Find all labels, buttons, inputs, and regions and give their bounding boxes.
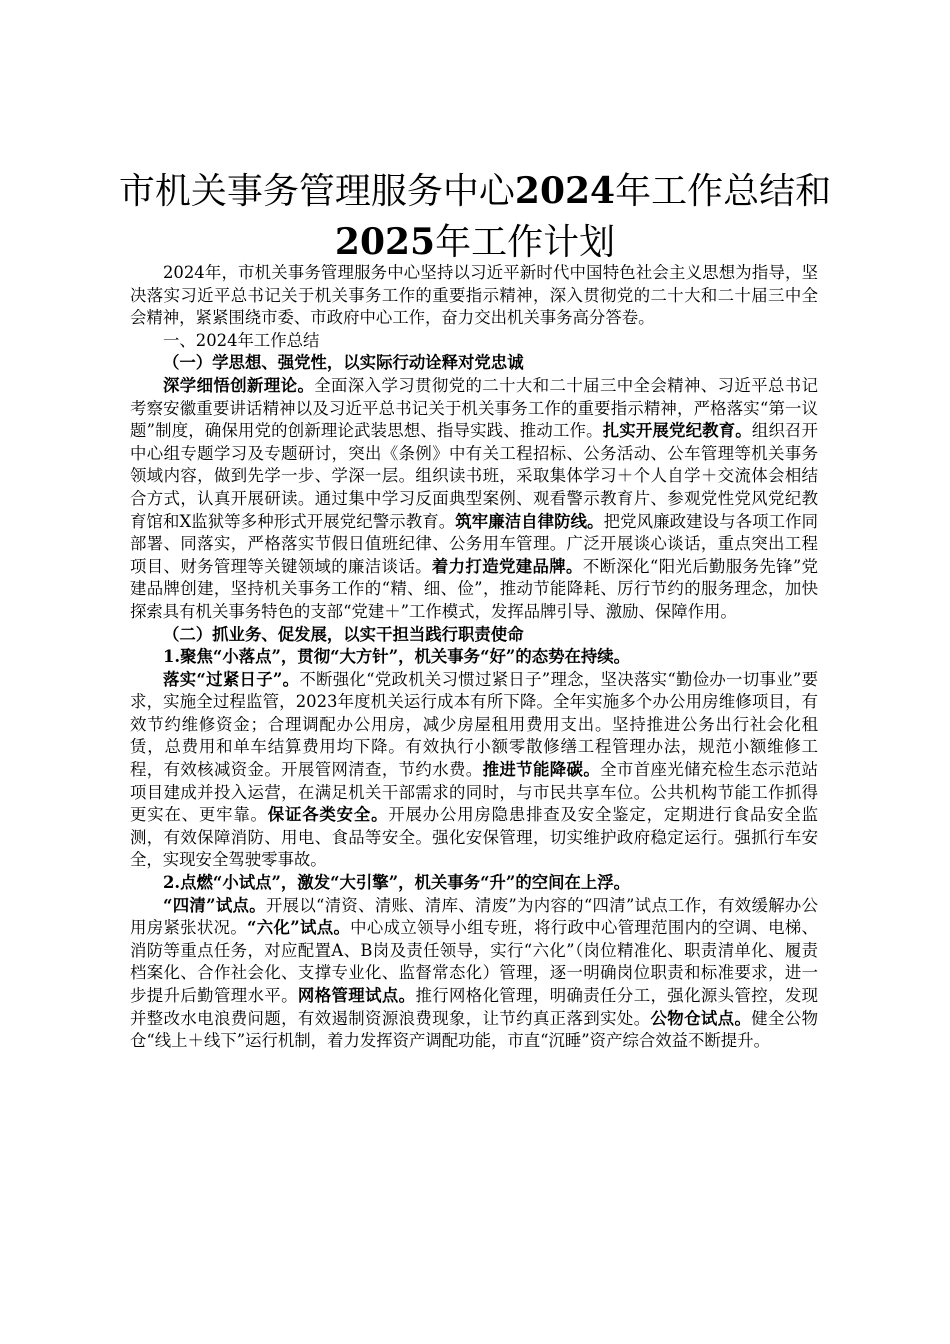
item2-lead-3: 网格管理试点。 (297, 986, 416, 1005)
sub1-paragraph (130, 375, 818, 624)
item1-text-3: 开展办公用房隐患排查及安全鉴定，定期进行食品安全监测，有效保障消防、用电、食品等安全。强化安保管理，切实维护政府稳定运行。强抓行车安全，实现安全驾驶零事故。 (130, 805, 818, 870)
sub1-lead-4: 着力打造党建品牌。 (431, 556, 583, 576)
item1-text-2: 全市首座光储充检生态示范站项目建成并投入运营，在满足机关干部需求的同时，与市民共享车位。公共机构节能工作抓得更实在、更牢靠。 (130, 760, 818, 825)
document-title (100, 166, 850, 268)
item2-text-1: 开展以“清资、清账、清库、清废”为内容的“四清”试点工作，有效缓解办公用房紧张状况。 (130, 895, 818, 938)
title-line2-suffix: 年工作计划 (435, 222, 616, 263)
title-line1-prefix: 市机关事务管理服务中心 (118, 171, 515, 212)
sub1-lead-2: 扎实开展党纪教育。 (602, 421, 752, 441)
item2-paragraph (130, 895, 818, 1053)
item1-paragraph (130, 669, 818, 872)
sub1-lead-1: 深学细悟创新理论。 (163, 375, 315, 395)
sub1-text-4: 不断深化“阳光后勤服务先锋”党建品牌创建，坚持机关事务工作的“精、细、俭”，推动节能降耗、厉行节约的服务理念，加快探索具有机关事务特色的支部“党建＋”工作模式，发挥品牌引导、激励、保障作用。 (130, 556, 819, 621)
intro-paragraph: 2024年，市机关事务管理服务中心坚持以习近平新时代中国特色社会主义思想为指导，坚决落实习近平总书记关于机关事务工作的重要指示精神，深入贯彻党的二十大和二十届三中全会精神，紧紧围绕市委、市政府中心工作，奋力交出机关事务高分答卷。 (130, 263, 818, 328)
item2-text-4: 健全公物仓“线上＋线下”运行机制，着力发挥资产调配功能，市直“沉睡”资产综合效益不断提升。 (130, 1008, 819, 1051)
sub1-heading: （一）学思想、强党性，以实际行动诠释对党忠诚 (163, 353, 524, 373)
item1-lead-3: 保证各类安全。 (267, 805, 389, 825)
sub1-text-1: 全面深入学习贯彻党的二十大和二十届三中全会精神、习近平总书记考察安徽重要讲话精神以及习近平总书记关于机关事务工作的重要指示精神，严格落实“第一议题”制度，确保用党的创新理论武装思想、指导实践、推动工作。 (130, 375, 818, 441)
item2-lead-1: “四清”试点。 (163, 895, 266, 915)
sub1-text-3: 把党风廉政建设与各项工作同部署、同落实，严格落实节假日值班纪律、公务用车管理。广泛开展谈心谈话，重点突出工程项目、财务管理等关键领域的廉洁谈话。 (130, 511, 819, 576)
section1-heading: 一、2024年工作总结 (163, 330, 320, 350)
item2-heading: 2.点燃“小试点”，激发“大引擎”，机关事务“升”的空间在上浮。 (163, 873, 631, 893)
title-line1-year: 2024 (514, 170, 616, 212)
title-line1-suffix: 年工作总结和 (615, 171, 832, 212)
document-body (130, 262, 818, 1053)
item2-text-2: 中心成立领导小组专班，将行政中心管理范围内的空调、电梯、消防等重点任务，对应配置A、B岗及责任领导，实行“六化”（岗位精准化、职责清单化、履责档案化、合作社会化、支撑专业化、监督常态化）管理，逐一明确岗位职责和标准要求，进一步提升后勤管理水平。 (130, 918, 819, 1005)
item1-lead-1: 落实“过紧日子”。 (163, 669, 300, 689)
sub2-heading: （二）抓业务、促发展，以实干担当践行职责使命 (163, 624, 524, 644)
item2-lead-4: 公物仓试点。 (650, 1008, 752, 1028)
item1-lead-2: 推进节能降碳。 (482, 760, 601, 780)
item1-text-1: 不断强化“党政机关习惯过紧日子”理念，坚决落实“勤俭办一切事业”要求，实施全过程监管，2023年度机关运行成本有所下降。全年实施多个办公用房维修项目，有效节约维修资金；合理调配办公用房，减少房屋租用费用支出。坚持推进公务出行社会化租赁，总费用和单车结算费用均下降。有效执行小额零散修缮工程管理办法，规范小额维修工程，有效核减资金。开展管网清查，节约水费。 (130, 669, 818, 780)
item2-lead-2: “六化”试点。 (247, 918, 351, 938)
item1-heading: 1.聚焦“小落点”，贯彻“大方针”，机关事务“好”的态势在持续。 (163, 647, 631, 667)
title-line2-year: 2025 (334, 221, 436, 263)
sub1-text-2: 组织召开中心组专题学习及专题研讨，突出《条例》中有关工程招标、公务活动、公车管理等机关事务领域内容，做到先学一步、学深一层。组织读书班，采取集体学习＋个人自学＋交流体会相结合方式，认真开展研读。通过集中学习反面典型案例、观看警示教育片、参观党性党风党纪教育馆和X监狱等多种形式开展党纪警示教育。 (130, 421, 818, 531)
sub1-lead-3: 筑牢廉洁自律防线。 (455, 511, 604, 531)
item2-text-3: 推行网格化管理，明确责任分工，强化源头管控，发现并整改水电浪费问题，有效遏制资源浪费现象，让节约真正落到实处。 (130, 986, 819, 1028)
